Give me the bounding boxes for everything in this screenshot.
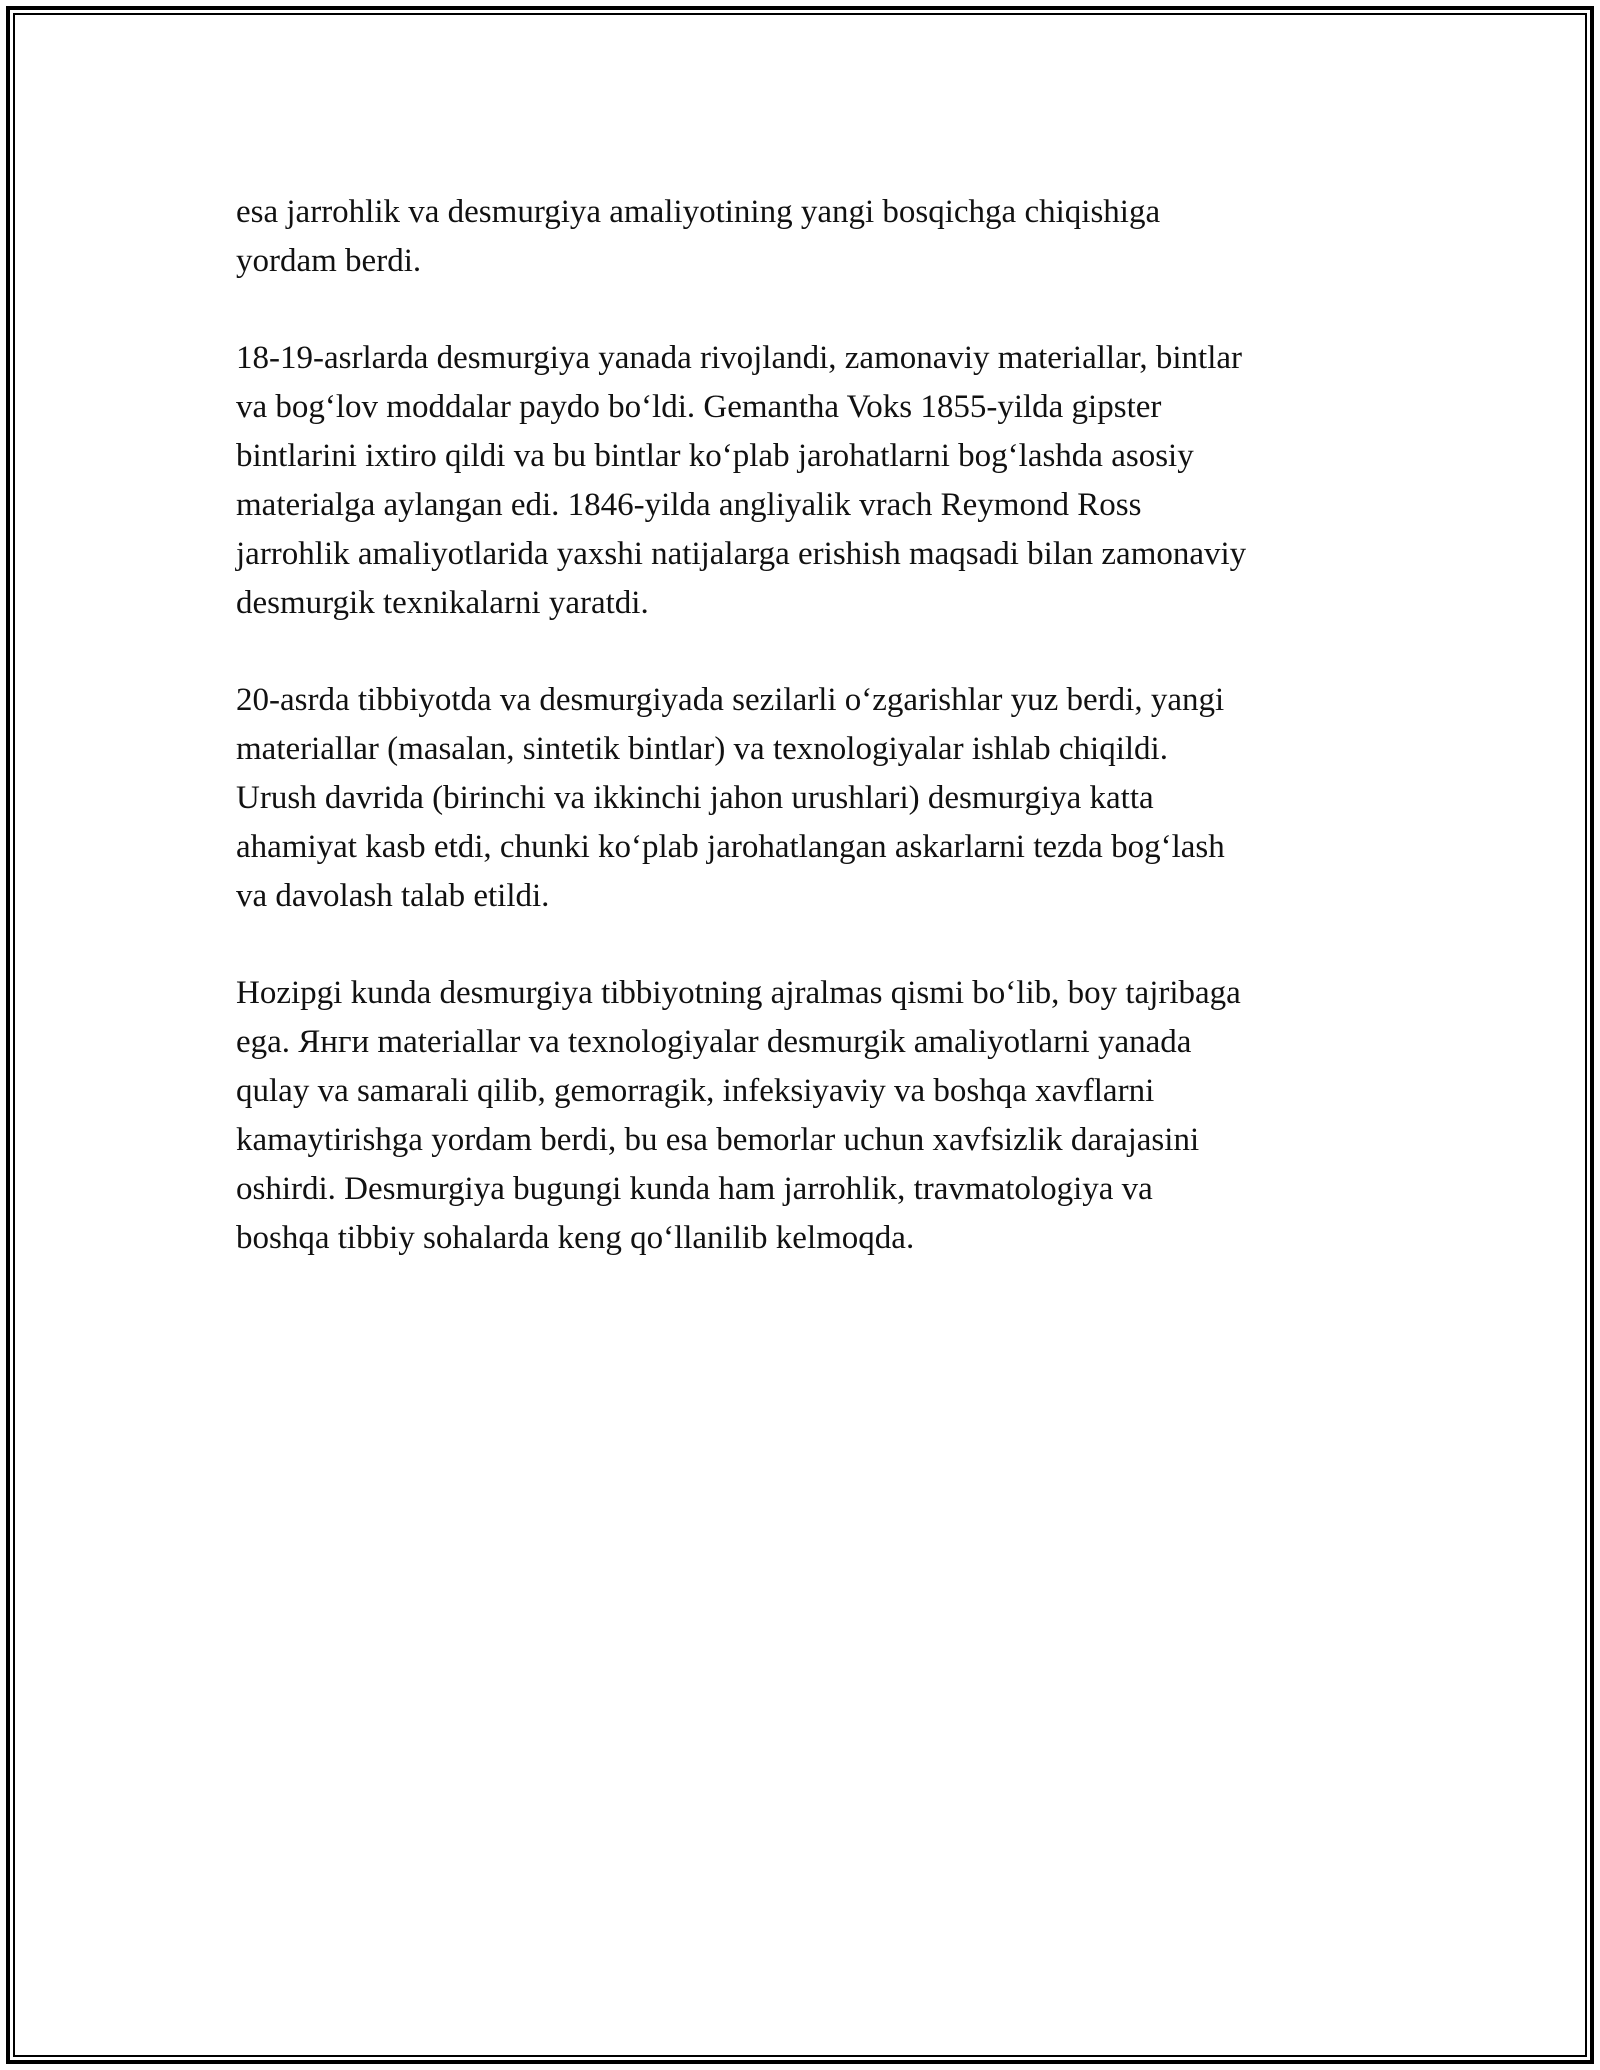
text-line: yordam berdi. (236, 243, 422, 279)
text-line: 18-19-asrlarda desmurgiya yanada rivojlandi, zamonaviy materiallar, bintlar (236, 340, 1243, 376)
text-line: ega. Янги materiallar va texnologiyalar desmurgik amaliyotlarni yanada (236, 1024, 1192, 1060)
text-line: qulay va samarali qilib, gemorragik, infeksiyaviy va boshqa xavflarni (236, 1073, 1155, 1109)
text-line: desmurgik texnikalarni yaratdi. (236, 585, 649, 621)
text-line: materialga aylangan edi. 1846-yilda angliyalik vrach Reymond Ross (236, 487, 1142, 523)
paragraph-2 (236, 334, 1371, 628)
text-line: Urush davrida (birinchi va ikkinchi jahon urushlari) desmurgiya katta (236, 780, 1154, 816)
text-line: ahamiyat kasb etdi, chunki ko‘plab jarohatlangan askarlarni tezda bog‘lash (236, 829, 1225, 865)
text-line: esa jarrohlik va desmurgiya amaliyotining yangi bosqichga chiqishiga (236, 194, 1161, 230)
text-line: Hozipgi kunda desmurgiya tibbiyotning ajralmas qismi bo‘lib, boy tajribaga (236, 975, 1241, 1011)
document-body (236, 188, 1371, 1311)
text-line: oshirdi. Desmurgiya bugungi kunda ham jarrohlik, travmatologiya va (236, 1171, 1153, 1207)
paragraph-3 (236, 676, 1371, 921)
paragraph-4 (236, 969, 1371, 1263)
text-line: boshqa tibbiy sohalarda keng qo‘llanilib kelmoqda. (236, 1220, 915, 1256)
paragraph-1 (236, 188, 1371, 286)
text-line: 20-asrda tibbiyotda va desmurgiyada sezilarli o‘zgarishlar yuz berdi, yangi (236, 682, 1225, 718)
text-line: va bog‘lov moddalar paydo bo‘ldi. Gemantha Voks 1855-yilda gipster (236, 389, 1162, 425)
text-line: bintlarini ixtiro qildi va bu bintlar ko‘plab jarohatlarni bog‘lashda asosiy (236, 438, 1194, 474)
text-line: kamaytirishga yordam berdi, bu esa bemorlar uchun xavfsizlik darajasini (236, 1122, 1200, 1158)
text-line: jarrohlik amaliyotlarida yaxshi natijalarga erishish maqsadi bilan zamonaviy (236, 536, 1247, 572)
text-line: materiallar (masalan, sintetik bintlar) va texnologiyalar ishlab chiqildi. (236, 731, 1168, 767)
text-line: va davolash talab etildi. (236, 878, 550, 914)
